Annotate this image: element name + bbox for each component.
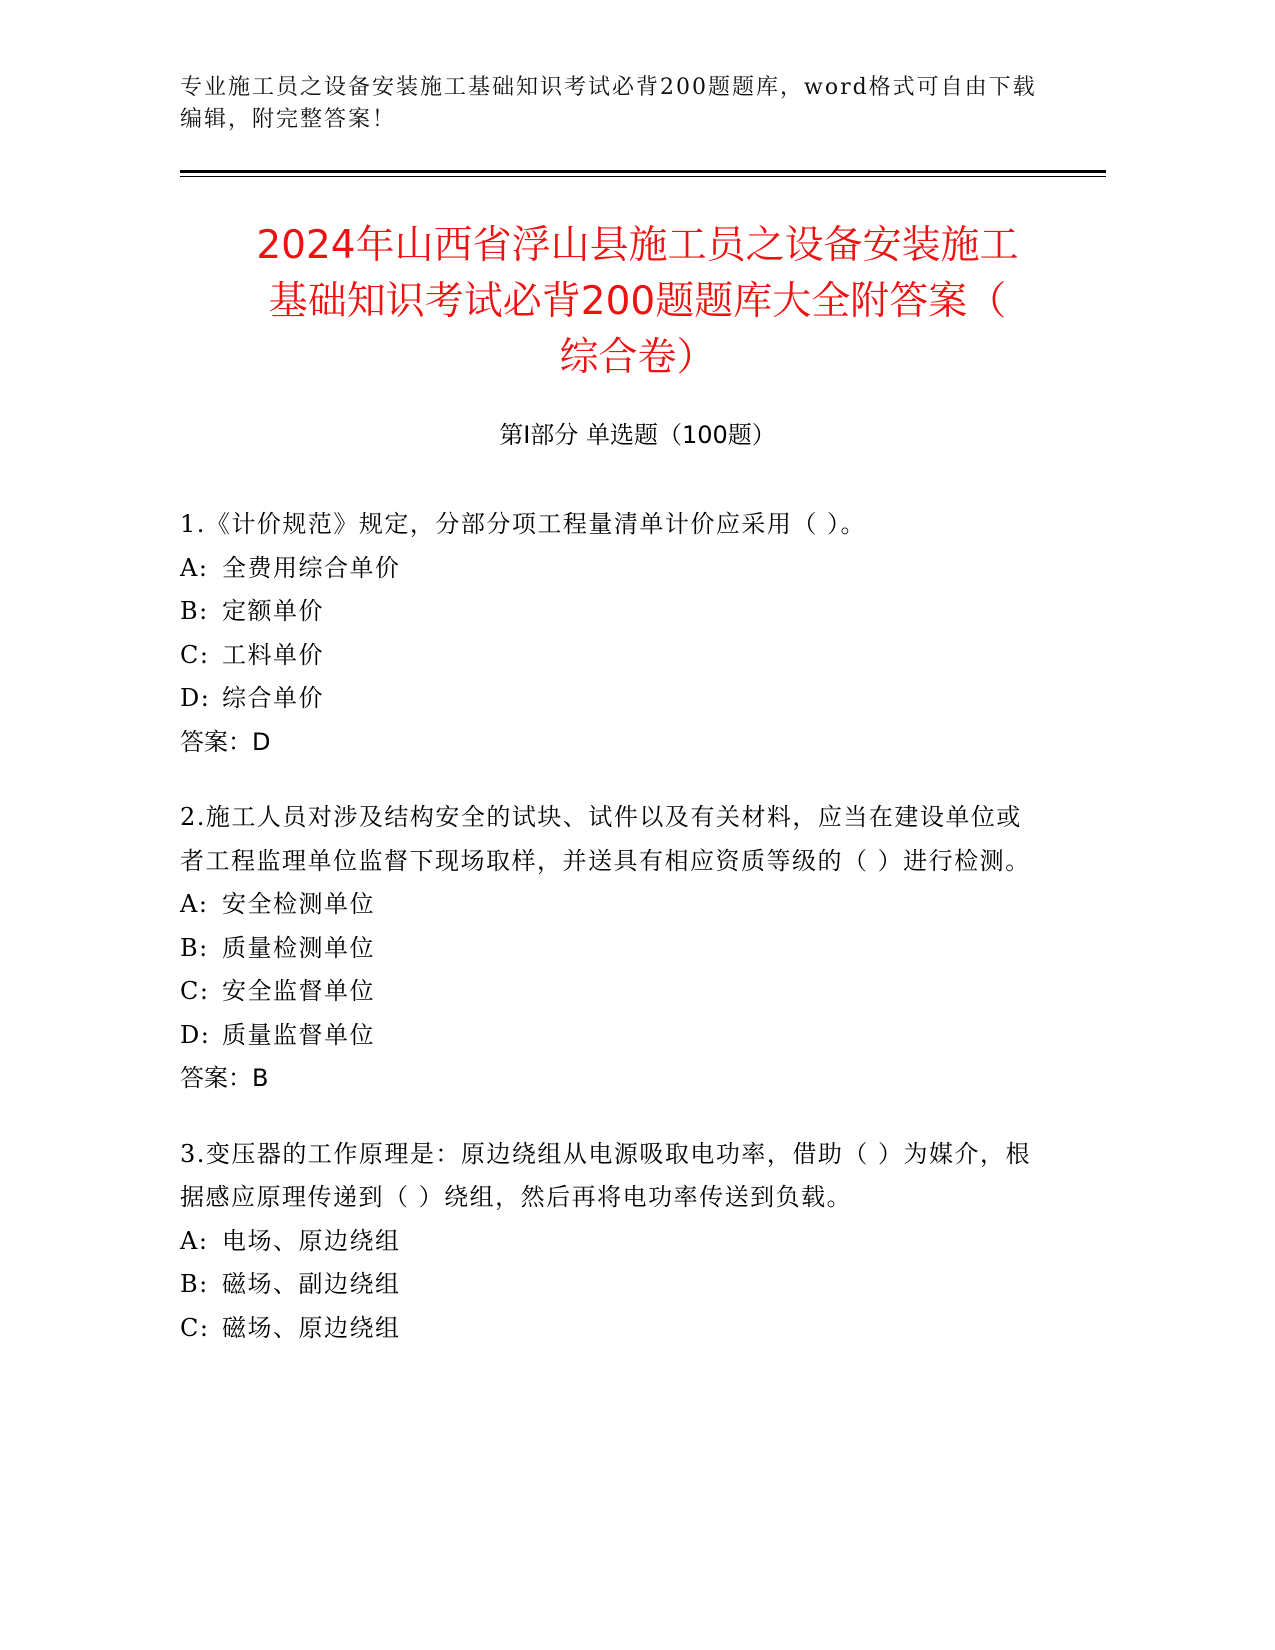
option-c	[180, 634, 1040, 678]
option-text: 磁场、原边绕组	[222, 1313, 401, 1342]
option-text: 工料单价	[222, 640, 324, 669]
option-text: 电场、原边绕组	[222, 1226, 401, 1255]
option-d	[180, 677, 1040, 721]
option-text: 安全检测单位	[222, 890, 375, 918]
question-answer: 答案：B	[180, 1064, 269, 1092]
option-text: 磁场、副边绕组	[222, 1270, 401, 1298]
section-title: 第Ⅰ部分 单选题（100题）	[499, 421, 776, 449]
option-letter: C:	[180, 977, 210, 1005]
option-b	[180, 1263, 1040, 1307]
document-title	[150, 218, 1125, 386]
option-d	[180, 1014, 1040, 1058]
question-answer: 答案：D	[180, 727, 271, 756]
option-text: 安全监督单位	[222, 977, 375, 1005]
question-stem: 2.施工人员对涉及结构安全的试块、试件以及有关材料，应当在建设单位或者工程监理单位监督下现场取样，并送具有相应资质等级的（ ）进行检测。	[180, 803, 1031, 875]
option-a	[180, 1220, 1040, 1264]
option-letter: B:	[180, 597, 209, 625]
option-c	[180, 1307, 1040, 1351]
header-note: 专业施工员之设备安装施工基础知识考试必背200题题库，word格式可自由下载编辑，附完整答案！	[180, 75, 1037, 132]
question-1	[180, 503, 1040, 764]
question-2	[180, 796, 1040, 1101]
option-text: 定额单价	[222, 597, 324, 625]
option-letter: B:	[180, 1270, 209, 1298]
question-stem: 1.《计价规范》规定，分部分项工程量清单计价应采用（ ）。	[180, 510, 867, 538]
option-letter: D:	[180, 684, 211, 712]
question-stem: 3.变压器的工作原理是：原边绕组从电源吸取电功率，借助（ ）为媒介，根据感应原理传递到（ ）绕组，然后再将电功率传送到负载。	[180, 1139, 1032, 1211]
option-text: 质量检测单位	[222, 933, 375, 962]
header-divider-thin	[180, 176, 1106, 177]
option-b	[180, 927, 1040, 971]
option-text: 全费用综合单价	[222, 553, 401, 582]
option-letter: A:	[180, 1226, 209, 1255]
question-list	[180, 503, 1040, 1382]
title-line-3: 综合卷）	[559, 335, 716, 380]
option-letter: A:	[180, 890, 209, 918]
option-letter: C:	[180, 1313, 210, 1342]
option-text: 综合单价	[222, 684, 324, 712]
header-divider-thick	[180, 170, 1106, 173]
question-3	[180, 1133, 1040, 1351]
option-c	[180, 970, 1040, 1014]
option-letter: D:	[180, 1020, 211, 1049]
option-b	[180, 590, 1040, 634]
option-text: 质量监督单位	[222, 1020, 375, 1049]
option-letter: B:	[180, 933, 209, 962]
option-letter: C:	[180, 640, 210, 669]
option-a	[180, 883, 1040, 927]
option-a	[180, 547, 1040, 591]
option-letter: A:	[180, 553, 209, 582]
title-line-2: 基础知识考试必背200题题库大全附答案（	[268, 279, 1007, 324]
title-line-1: 2024年山西省浮山县施工员之设备安装施工	[256, 223, 1019, 268]
